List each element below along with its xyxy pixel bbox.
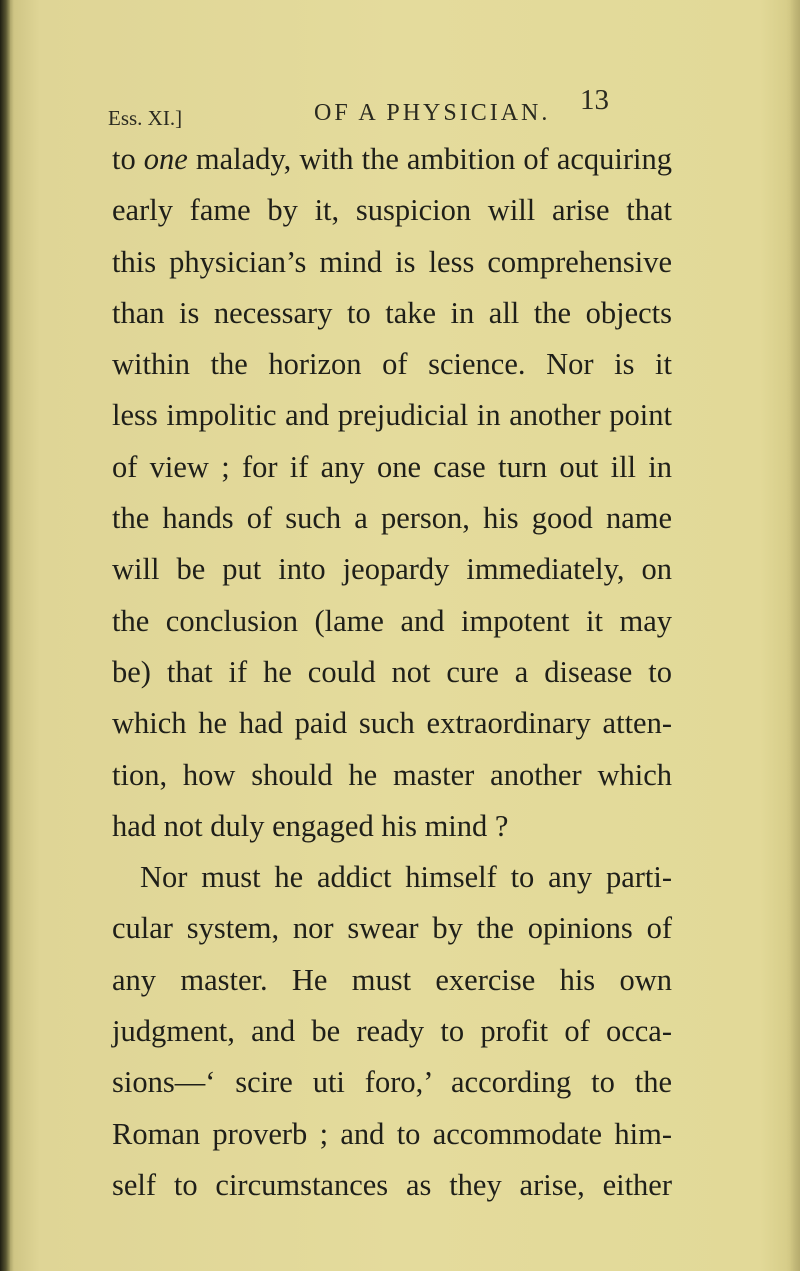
italic-word: one	[143, 142, 188, 176]
body-text	[112, 134, 672, 1211]
text-line: any master. He must exercise his own	[112, 962, 672, 997]
text-line	[112, 134, 672, 185]
page-number: 13	[580, 84, 609, 116]
text-line: had not duly engaged his mind ?	[112, 808, 509, 843]
text-line: Nor must he addict himself to any parti-	[140, 860, 672, 895]
text-line: within the horizon of science. Nor is it	[112, 347, 672, 382]
text-line: Roman proverb ; and to accommodate him-	[112, 1116, 672, 1151]
text-line: the hands of such a person, his good name	[112, 501, 672, 536]
text-line: which he had paid such extraordinary atten-	[112, 706, 672, 741]
book-spine-shadow	[0, 0, 10, 1271]
text-line: sions—‘ scire uti foro,’ according to the	[112, 1065, 672, 1100]
text-line: of view ; for if any one case turn out ill in	[112, 449, 672, 484]
header-section: Ess. XI.]	[108, 106, 183, 130]
text-line: less impolitic and prejudicial in another point	[112, 398, 672, 433]
text-line: early fame by it, suspicion will arise that	[112, 193, 672, 228]
text-line: judgment, and be ready to profit of occa-	[112, 1014, 672, 1049]
text-line: self to circumstances as they arise, either	[112, 1167, 672, 1202]
page-edge-shadow	[786, 0, 800, 1271]
text-line: the conclusion (lame and impotent it may	[112, 603, 672, 638]
text-line: be) that if he could not cure a disease to	[112, 654, 672, 689]
header-title: OF A PHYSICIAN.	[314, 100, 551, 126]
text-fragment: to	[112, 142, 144, 176]
text-line: tion, how should he master another which	[112, 757, 672, 792]
text-line: cular system, nor swear by the opinions of	[112, 911, 672, 946]
text-line: will be put into jeopardy immediately, on	[112, 552, 672, 587]
text-fragment: malady, with the ambition of acquiring	[187, 142, 673, 176]
text-line: than is necessary to take in all the objects	[112, 295, 672, 330]
running-header	[108, 96, 608, 132]
text-line: this physician’s mind is less comprehensive	[112, 244, 672, 279]
